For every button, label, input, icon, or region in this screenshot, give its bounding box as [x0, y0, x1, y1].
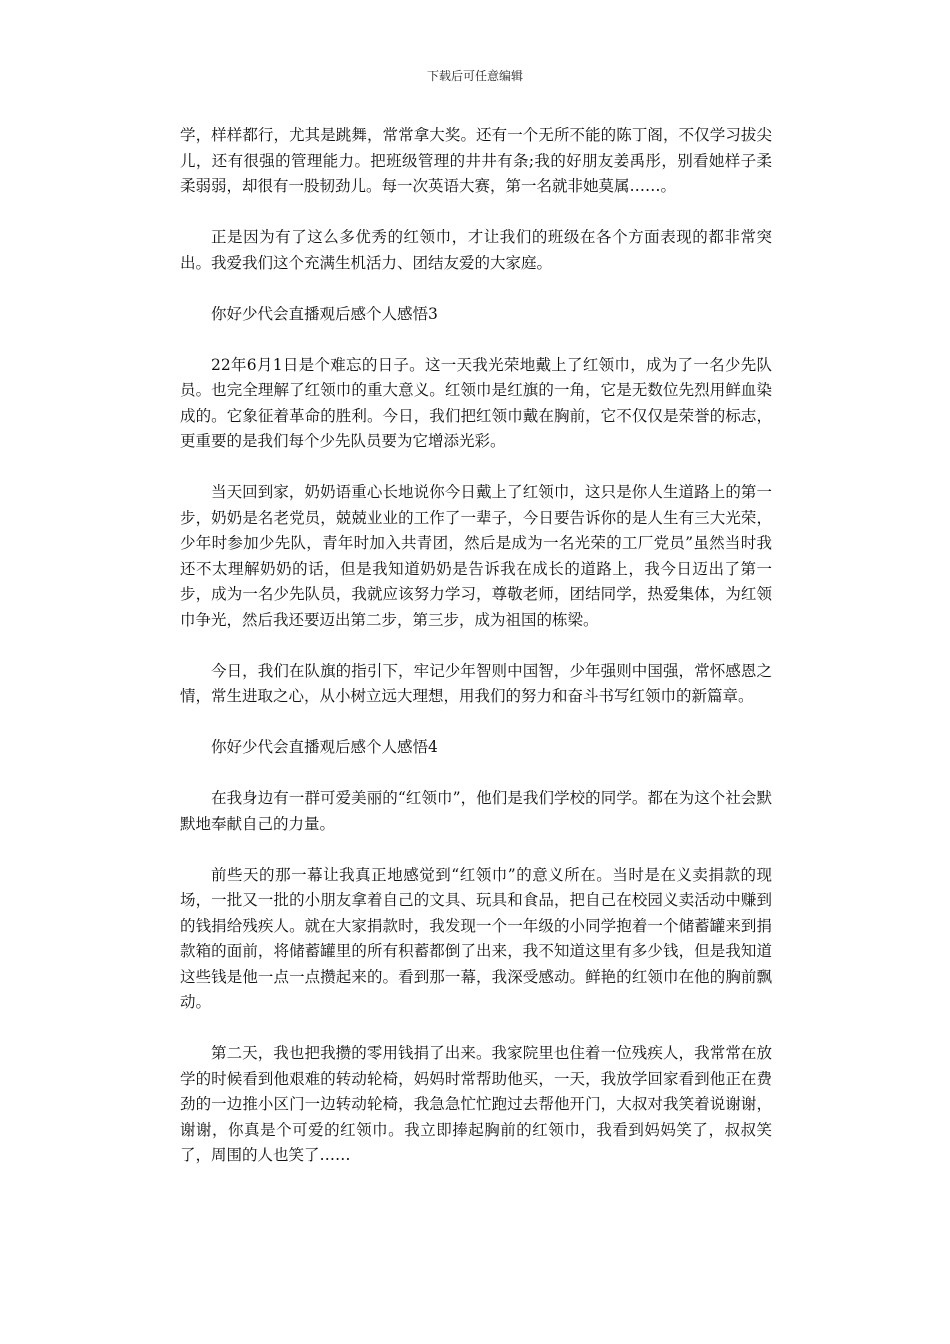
paragraph: 22年6月1日是个难忘的日子。这一天我光荣地戴上了红领巾，成为了一名少先队员。也完全理解了红领巾的重大意义。红领巾是红旗的一角，它是无数位先烈用鲜血染成的。它象征着革命的胜利。今日，我们把红领巾戴在胸前，它不仅仅是荣誉的标志，更重要的是我们每个少先队员要为它增添光彩。 — [180, 355, 772, 450]
paragraph: 当天回到家，奶奶语重心长地说你今日戴上了红领巾，这只是你人生道路上的第一步，奶奶是名老党员，兢兢业业的工作了一辈子，今日要告诉你的是人生有三大光荣，少年时参加少先队，青年时加入共青团，然后是成为一名光荣的工厂党员”虽然当时我还不太理解奶奶的话，但是我知道奶奶是告诉我在成长的道路上，我今日迈出了第一步，成为一名少先队员，我就应该努力学习，尊敬老师，团结同学，热爱集体，为红领巾争光，然后我还要迈出第二步，第三步，成为祖国的栋梁。 — [180, 483, 772, 629]
document-body — [180, 123, 772, 1194]
section-heading: 你好少代会直播观后感个人感悟4 — [211, 738, 438, 756]
paragraph: 学，样样都行，尤其是跳舞，常常拿大奖。还有一个无所不能的陈丁阁，不仅学习拔尖儿，还有很强的管理能力。把班级管理的井井有条;我的好朋友姜禹彤，别看她样子柔柔弱弱，却很有一股韧劲儿。每一次英语大赛，第一名就非她莫属……。 — [180, 126, 772, 195]
paragraph: 今日，我们在队旗的指引下，牢记少年智则中国智，少年强则中国强，常怀感恩之情，常生进取之心，从小树立远大理想，用我们的努力和奋斗书写红领巾的新篇章。 — [180, 661, 772, 705]
paragraph: 前些天的那一幕让我真正地感觉到“红领巾”的意义所在。当时是在义卖捐款的现场，一批又一批的小朋友拿着自己的文具、玩具和食品，把自己在校园义卖活动中赚到的钱捐给残疾人。就在大家捐款时，我发现一个一年级的小同学抱着一个储蓄罐来到捐款箱的面前，将储蓄罐里的所有积蓄都倒了出来，我不知道这里有多少钱，但是我知道这些钱是他一点一点攒起来的。看到那一幕，我深受感动。鲜艳的红领巾在他的胸前飘动。 — [180, 865, 772, 1011]
paragraph: 在我身边有一群可爱美丽的“红领巾”，他们是我们学校的同学。都在为这个社会默默地奉献自己的力量。 — [180, 789, 772, 833]
paragraph: 正是因为有了这么多优秀的红领巾，才让我们的班级在各个方面表现的都非常突出。我爱我们这个充满生机活力、团结友爱的大家庭。 — [180, 228, 772, 272]
section-heading: 你好少代会直播观后感个人感悟3 — [211, 304, 438, 323]
paragraph: 第二天，我也把我攒的零用钱捐了出来。我家院里也住着一位残疾人，我常常在放学的时候看到他艰难的转动轮椅，妈妈时常帮助他买，一天，我放学回家看到他正在费劲的一边推小区门一边转动轮椅，我急急忙忙跑过去帮他开门，大叔对我笑着说谢谢，谢谢，你真是个可爱的红领巾。我立即捧起胸前的红领巾，我看到妈妈笑了，叔叔笑了，周围的人也笑了…… — [180, 1044, 772, 1164]
page-header: 下载后可任意编辑 — [426, 69, 523, 83]
